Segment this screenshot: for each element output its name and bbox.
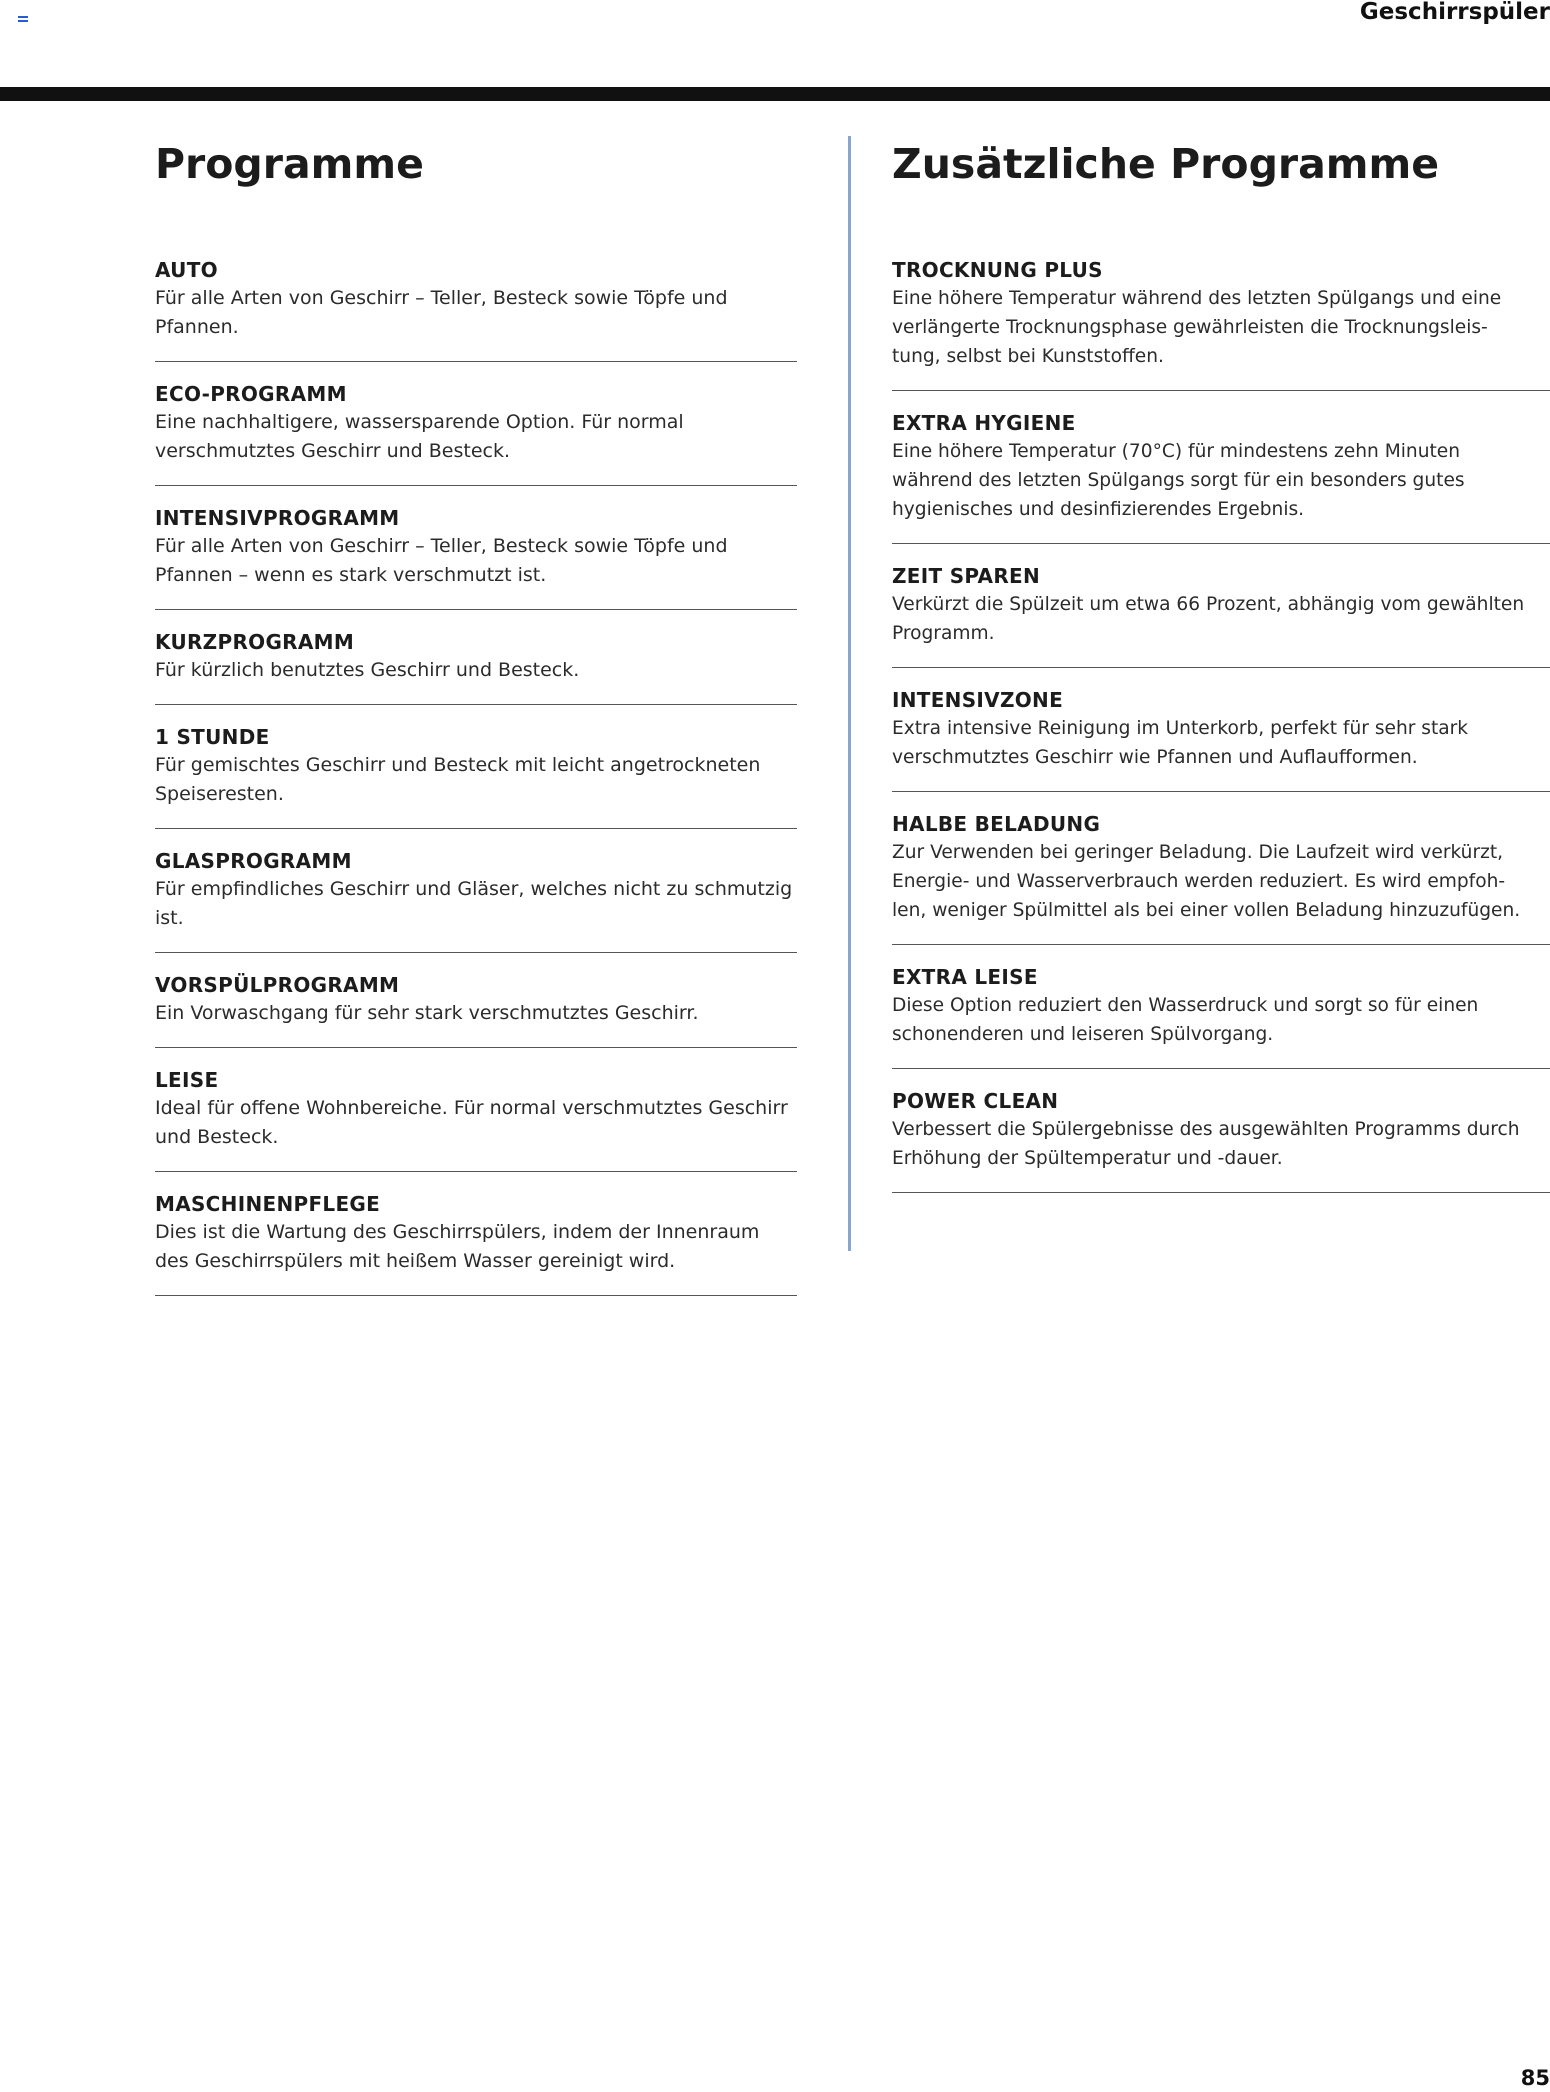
description-line: verschmutztes Geschirr und Besteck.: [155, 440, 511, 462]
description-line: Eine höhere Temperatur (70°C) für mindestens zehn Minuten: [892, 441, 1460, 462]
description-line: Speiseresten.: [155, 783, 284, 805]
program-entry: [155, 953, 797, 1048]
description-line: Extra intensive Reinigung im Unterkorb, perfekt für sehr stark: [892, 718, 1469, 739]
program-entry: [892, 1069, 1550, 1193]
program-name: POWER CLEAN: [892, 1089, 1059, 1113]
program-description: [155, 875, 797, 933]
description-line: Eine höhere Temperatur während des letzten Spülgangs und eine: [892, 288, 1502, 309]
description-line: Für kürzlich benutztes Geschirr und Besteck.: [155, 659, 580, 681]
description-line: hygienisches und desinfizierendes Ergebnis.: [892, 499, 1305, 520]
description-line: während des letzten Spülgangs sorgt für ein besonders gutes: [892, 470, 1465, 491]
description-line: schonenderen und leiseren Spülvorgang.: [892, 1024, 1274, 1045]
description-line: Energie- und Wasserverbrauch werden reduziert. Es wird empfoh-: [892, 871, 1506, 892]
program-description: [892, 714, 1550, 772]
column-divider: [848, 136, 851, 1251]
program-description: [155, 408, 797, 466]
program-entry: [155, 362, 797, 486]
program-description: [892, 590, 1550, 648]
additional-programs-column: [892, 137, 1550, 1193]
description-line: Verbessert die Spülergebnisse des ausgewählten Programms durch: [892, 1119, 1520, 1140]
program-name: INTENSIVPROGRAMM: [155, 506, 400, 530]
description-line: verlängerte Trocknungsphase gewährleisten die Trocknungsleis-: [892, 317, 1488, 338]
program-name: KURZPROGRAMM: [155, 630, 355, 654]
program-entry: [892, 668, 1550, 792]
description-line: tung, selbst bei Kunststoffen.: [892, 346, 1164, 367]
program-description: [155, 284, 797, 342]
description-line: Für empfindliches Geschirr und Gläser, welches nicht zu schmutzig: [155, 878, 793, 900]
description-line: Für alle Arten von Geschirr – Teller, Besteck sowie Töpfe und: [155, 287, 728, 309]
description-line: len, weniger Spülmittel als bei einer vollen Beladung hinzuzufügen.: [892, 900, 1521, 921]
program-name: 1 STUNDE: [155, 725, 270, 749]
program-list: [155, 256, 797, 1296]
program-name: INTENSIVZONE: [892, 688, 1064, 712]
program-description: [892, 1115, 1550, 1173]
program-name: MASCHINENPFLEGE: [155, 1192, 381, 1216]
description-line: ist.: [155, 907, 184, 929]
program-description: [155, 532, 797, 590]
description-line: Programm.: [892, 623, 995, 644]
description-line: des Geschirrspülers mit heißem Wasser gereinigt wird.: [155, 1250, 676, 1272]
description-line: verschmutztes Geschirr wie Pfannen und Auflaufformen.: [892, 747, 1418, 768]
program-entry: [155, 486, 797, 610]
program-name: LEISE: [155, 1068, 219, 1092]
additional-program-list: [892, 256, 1550, 1193]
description-line: Eine nachhaltigere, wassersparende Option. Für normal: [155, 411, 684, 433]
program-name: TROCKNUNG PLUS: [892, 258, 1103, 282]
running-title: Geschirrspüler: [1359, 0, 1550, 25]
header-rule: [0, 87, 1550, 101]
description-line: Ideal für offene Wohnbereiche. Für normal verschmutztes Geschirr: [155, 1097, 788, 1119]
description-line: Pfannen.: [155, 316, 239, 338]
program-entry: [892, 945, 1550, 1069]
description-line: Ein Vorwaschgang für sehr stark verschmutztes Geschirr.: [155, 1002, 699, 1024]
description-line: Für alle Arten von Geschirr – Teller, Besteck sowie Töpfe und: [155, 535, 728, 557]
program-entry: [892, 544, 1550, 668]
programs-title: Programme: [155, 140, 424, 188]
program-description: [892, 838, 1550, 925]
program-name: ZEIT SPAREN: [892, 564, 1041, 588]
program-description: [155, 999, 797, 1028]
description-line: Für gemischtes Geschirr und Besteck mit leicht angetrockneten: [155, 754, 761, 776]
program-name: VORSPÜLPROGRAMM: [155, 973, 400, 997]
program-name: EXTRA HYGIENE: [892, 411, 1076, 435]
program-description: [892, 991, 1550, 1049]
description-line: Verkürzt die Spülzeit um etwa 66 Prozent, abhängig vom gewählten: [892, 594, 1525, 615]
description-line: und Besteck.: [155, 1126, 279, 1148]
description-line: Pfannen – wenn es stark verschmutzt ist.: [155, 564, 547, 586]
program-entry: [155, 705, 797, 829]
program-entry: [155, 1048, 797, 1172]
program-entry: [155, 1172, 797, 1296]
program-entry: [155, 256, 797, 362]
program-entry: [155, 610, 797, 705]
program-description: [155, 751, 797, 809]
description-line: Zur Verwenden bei geringer Beladung. Die Laufzeit wird verkürzt,: [892, 842, 1504, 863]
program-name: AUTO: [155, 258, 218, 282]
program-description: [155, 656, 797, 685]
description-line: Dies ist die Wartung des Geschirrspülers, indem der Innenraum: [155, 1221, 760, 1243]
page-number: 85: [1520, 2066, 1550, 2090]
programs-column: [155, 137, 797, 1296]
program-description: [155, 1094, 797, 1152]
additional-programs-title: Zusätzliche Programme: [892, 140, 1440, 188]
program-description: [892, 284, 1550, 371]
program-entry: [892, 391, 1550, 544]
description-line: Erhöhung der Spültemperatur und -dauer.: [892, 1148, 1283, 1169]
program-name: HALBE BELADUNG: [892, 812, 1101, 836]
program-name: EXTRA LEISE: [892, 965, 1038, 989]
menu-icon[interactable]: [18, 16, 28, 22]
program-name: GLASPROGRAMM: [155, 849, 352, 873]
description-line: Diese Option reduziert den Wasserdruck und sorgt so für einen: [892, 995, 1479, 1016]
program-description: [155, 1218, 797, 1276]
program-entry: [892, 256, 1550, 391]
program-entry: [892, 792, 1550, 945]
program-name: ECO-PROGRAMM: [155, 382, 347, 406]
program-description: [892, 437, 1550, 524]
program-entry: [155, 829, 797, 953]
